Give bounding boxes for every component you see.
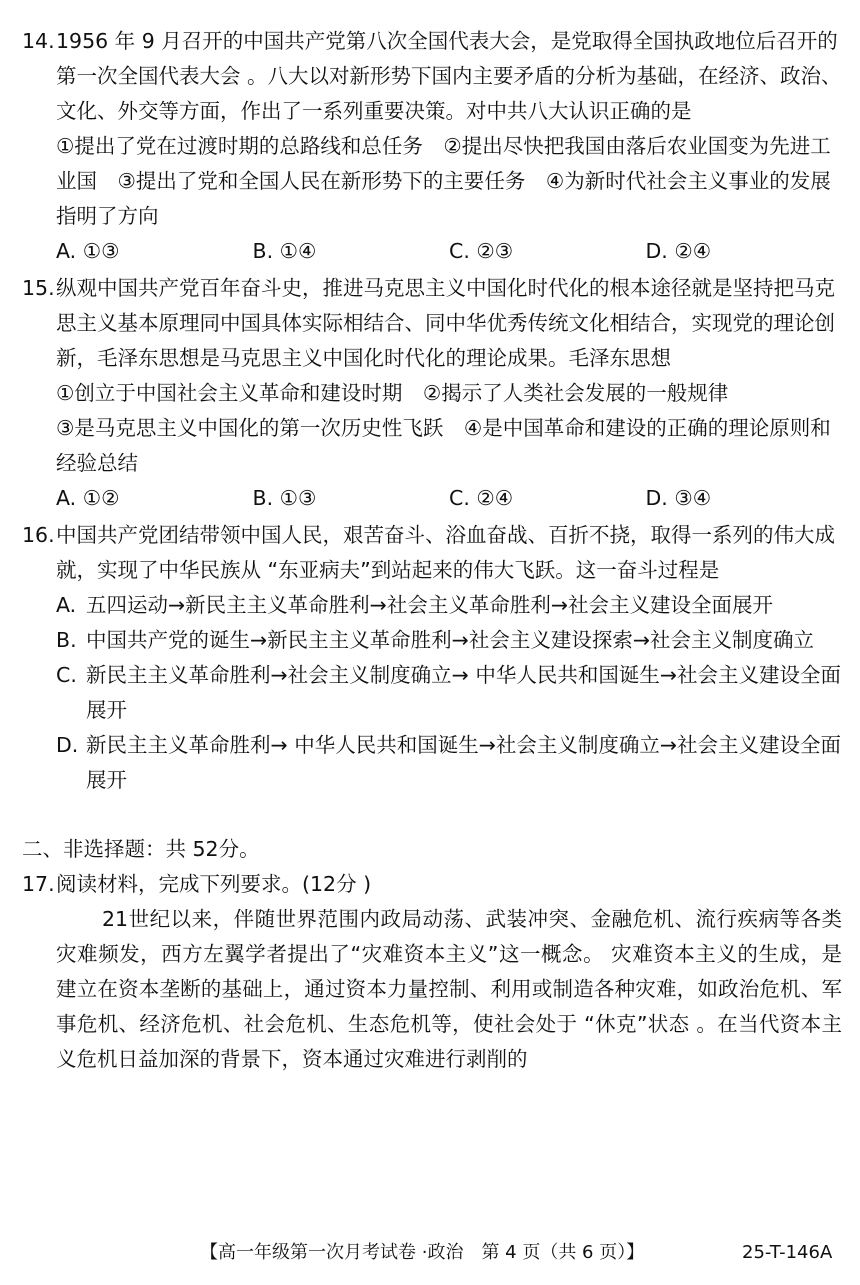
footer-code: 25-T-146A — [742, 1242, 833, 1263]
question-16 — [22, 518, 842, 588]
question-number: 15. — [22, 276, 55, 300]
choice-b: B. ①③ — [252, 486, 317, 510]
option-a — [22, 588, 842, 623]
option-label: D. — [56, 733, 79, 757]
question-stem: 纵观中国共产党百年奋斗史，推进马克思主义中国化时代化的根本途径就是坚持把马克思主义基本原理同中国具体实际相结合、同中华优秀传统文化相结合，实现党的理论创新，毛泽东思想是马克思主义中国化时代化的理论成果。毛泽东思想 — [56, 276, 835, 370]
choice-a: A. ①② — [56, 486, 120, 510]
option-label: A. — [56, 593, 77, 617]
question-stem: 1956 年 9 月召开的中国共产党第八次全国代表大会，是党取得全国执政地位后召开的第一次全国代表大会 。八大以对新形势下国内主要矛盾的分析为基础，在经济、政治、文化、外交等方面，作出了一系列重要决策。对中共八大认识正确的是 — [56, 29, 842, 123]
choice-b: B. ①④ — [252, 239, 317, 263]
choice-row — [22, 234, 842, 269]
choice-d: D. ③④ — [645, 486, 712, 510]
option-text: 五四运动→新民主主义革命胜利→社会主义革命胜利→社会主义建设全面展开 — [86, 593, 774, 617]
option-c — [22, 658, 842, 728]
choice-row — [22, 481, 842, 516]
option-text: 新民主主义革命胜利→社会主义制度确立→ 中华人民共和国诞生→社会主义建设全面展开 — [86, 663, 842, 722]
option-d — [22, 728, 842, 798]
choice-d: D. ②④ — [645, 239, 712, 263]
question-14 — [22, 24, 842, 129]
question-stem: 中国共产党团结带领中国人民，艰苦奋斗、浴血奋战、百折不挠，取得一系列的伟大成就，实现了中华民族从 “东亚病夫”到站起来的伟大飞跃。这一奋斗过程是 — [56, 523, 835, 582]
statement-list: ①提出了党在过渡时期的总路线和总任务 ②提出尽快把我国由落后农业国变为先进工业国 ③提出了党和全国人民在新形势下的主要任务 ④为新时代社会主义事业的发展指明了方向 — [56, 134, 831, 228]
question-number: 17. — [22, 872, 55, 896]
question-number: 16. — [22, 523, 55, 547]
option-text: 新民主主义革命胜利→ 中华人民共和国诞生→社会主义制度确立→社会主义建设全面展开 — [86, 733, 842, 792]
choice-c: C. ②③ — [449, 239, 514, 263]
option-text: 中国共产党的诞生→新民主主义革命胜利→社会主义建设探索→社会主义制度确立 — [86, 628, 815, 652]
section-heading: 二、非选择题：共 52分。 — [22, 837, 260, 861]
option-b — [22, 623, 842, 658]
option-label: C. — [56, 663, 77, 687]
footer-page-info: 【高一年级第一次月考试卷 ·政治 第 4 页（共 6 页）】 — [200, 1242, 645, 1263]
question-17 — [22, 867, 842, 902]
question-number: 14. — [22, 29, 55, 53]
reading-material: 21世纪以来，伴随世界范围内政局动荡、武装冲突、金融危机、流行疾病等各类灾难频发，西方左翼学者提出了“灾难资本主义”这一概念。 灾难资本主义的生成，是建立在资本垄断的基础上，通过资本力量控制、利用或制造各种灾难，如政治危机、军事危机、经济危机、社会危机、生态危机等，使社会处于 “休克”状态 。在当代资本主义危机日益加深的背景下，资本通过灾难进行剥削的 — [56, 907, 842, 1071]
option-label: B. — [56, 628, 77, 652]
choice-c: C. ②④ — [449, 486, 514, 510]
question-title: 阅读材料，完成下列要求。(12分 ) — [56, 872, 372, 896]
choice-a: A. ①③ — [56, 239, 120, 263]
exam-page — [22, 24, 842, 1077]
section-spacer — [22, 798, 842, 832]
statement-line: ③是马克思主义中国化的第一次历史性飞跃 ④是中国革命和建设的正确的理论原则和经验总结 — [56, 416, 831, 475]
statement-line: ①创立于中国社会主义革命和建设时期 ②揭示了人类社会发展的一般规律 — [56, 381, 729, 405]
question-15 — [22, 271, 842, 376]
